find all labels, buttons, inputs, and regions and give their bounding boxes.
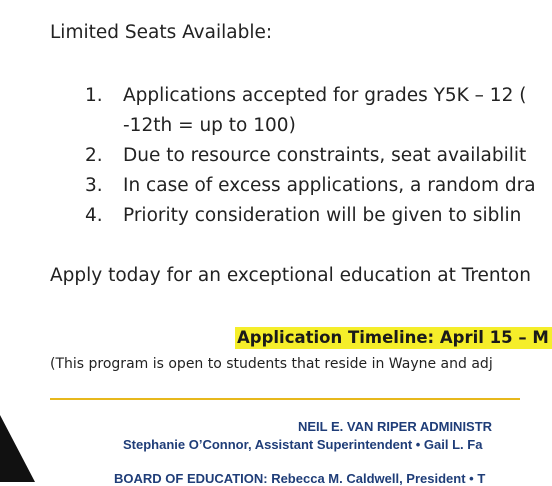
list-text: Priority consideration will be given to siblin [123, 205, 522, 226]
list-text: Applications accepted for grades Y5K – 12 ( [123, 85, 527, 106]
list-text: Due to resource constraints, seat availabilit [123, 145, 527, 166]
list-number: 4. [85, 205, 103, 226]
residency-notice: (This program is open to students that reside in Wayne and adj [50, 356, 493, 372]
list-number: 3. [85, 175, 103, 196]
footer-board-of-education: BOARD OF EDUCATION: Rebecca M. Caldwell, President • T [114, 471, 486, 486]
list-item-continuation: -12th = up to 100) [123, 115, 296, 136]
footer-admin-names: Stephanie O’Connor, Assistant Superintendent • Gail L. Fa [123, 437, 483, 452]
list-text: In case of excess applications, a random dra [123, 175, 536, 196]
seats-heading: Limited Seats Available: [50, 22, 273, 43]
list-number: 2. [85, 145, 103, 166]
footer-admin-title: NEIL E. VAN RIPER ADMINISTR [298, 419, 493, 434]
apply-callout: Apply today for an exceptional education at Trenton [50, 265, 531, 286]
application-timeline: Application Timeline: April 15 – M [235, 327, 552, 349]
list-number: 1. [85, 85, 103, 106]
